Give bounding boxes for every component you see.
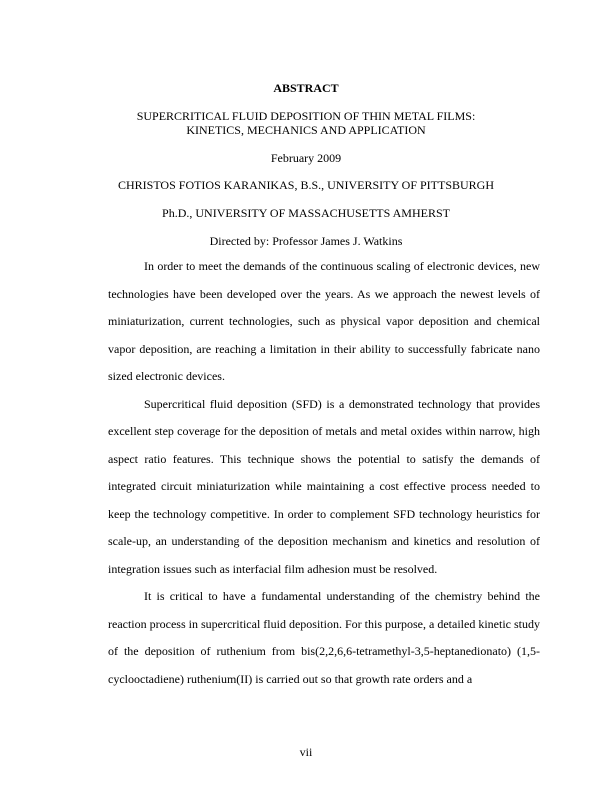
thesis-title-line-1: SUPERCRITICAL FLUID DEPOSITION OF THIN METAL FILMS: — [136, 109, 476, 123]
thesis-degree: Ph.D., UNIVERSITY OF MASSACHUSETTS AMHERST — [162, 206, 450, 220]
thesis-director: Directed by: Professor James J. Watkins — [209, 234, 403, 248]
thesis-title-line-2: KINETICS, MECHANICS AND APPLICATION — [186, 123, 426, 137]
abstract-body — [108, 253, 540, 693]
thesis-date: February 2009 — [270, 151, 342, 165]
abstract-paragraph-3: It is critical to have a fundamental understanding of the chemistry behind the reaction process in supercritical fluid deposition. For this purpose, a detailed kinetic study of the deposition of ruthenium from bis(2,2,6,6-tetramethyl-3,5-heptanedionato) (1,5-cyclooctadiene) ruthenium(II) is carried out so that growth rate orders and a — [108, 589, 540, 686]
abstract-paragraph-2: Supercritical fluid deposition (SFD) is a demonstrated technology that provides excellent step coverage for the deposition of metals and metal oxides within narrow, high aspect ratio features. This technique shows the potential to satisfy the demands of integrated circuit miniaturization while maintaining a cost effective process needed to keep the technology competitive. In order to complement SFD technology heuristics for scale-up, an understanding of the deposition mechanism and kinetics and resolution of integration issues such as interfacial film adhesion must be resolved. — [108, 396, 540, 576]
abstract-paragraph-1: In order to meet the demands of the continuous scaling of electronic devices, new technologies have been developed over the years. As we approach the newest levels of miniaturization, current technologies, such as physical vapor deposition and chemical vapor deposition, are reaching a limitation in their ability to successfully fabricate nano sized electronic devices. — [108, 259, 540, 383]
thesis-author: CHRISTOS FOTIOS KARANIKAS, B.S., UNIVERSITY OF PITTSBURGH — [117, 178, 495, 192]
page-number: vii — [299, 745, 313, 759]
abstract-heading: ABSTRACT — [273, 81, 339, 95]
